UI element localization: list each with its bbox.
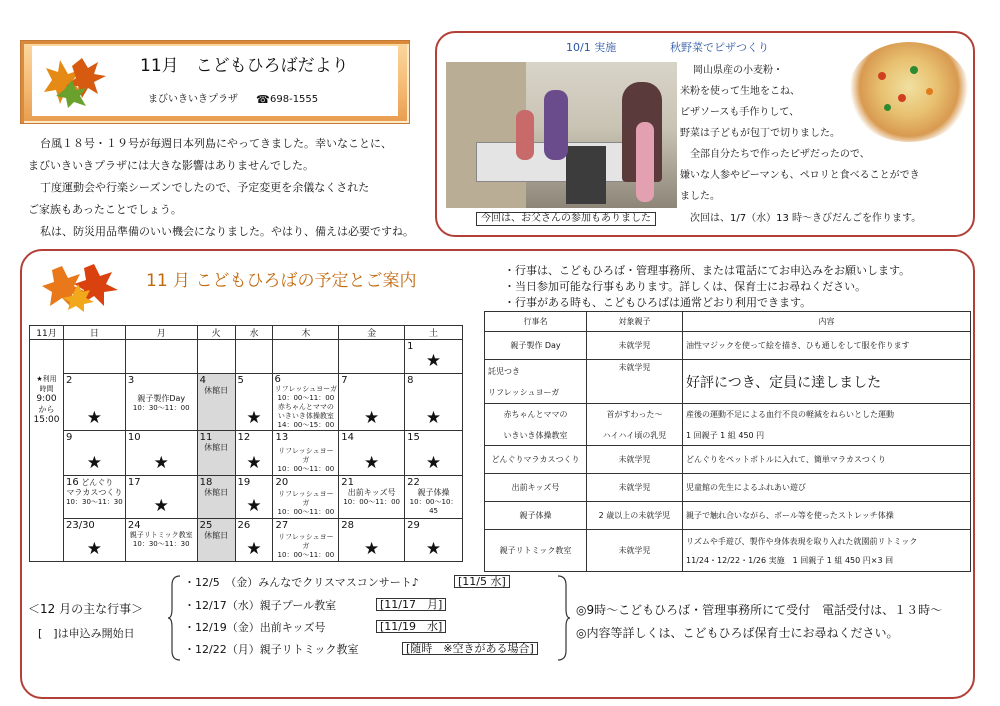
cal-day: 10 ★ <box>125 431 197 476</box>
december-item: ・12/17（水）親子プール教室 <box>184 599 337 612</box>
cal-day: 29 ★ <box>405 519 463 562</box>
pizza-line: 野菜は子どもが包丁で切りました。 <box>680 128 840 139</box>
cal-day: 16 どんぐり マラカスつくり 10：30～11：30 <box>63 476 125 519</box>
header-org: まびいきいきプラザ <box>148 94 238 105</box>
pizza-title: 秋野菜でピザつくり <box>670 41 769 54</box>
contact-line: ◎9時～こどもひろば・管理事務所にて受付 電話受付は、１３時～ <box>576 603 943 617</box>
event-time: 10：30～11：00 <box>132 404 190 412</box>
prog-header: 対象親子 <box>587 312 683 332</box>
event-name: マラカスつくり <box>66 488 123 497</box>
prog-desc: 1 回親子 1 組 450 円 <box>686 430 765 440</box>
pizza-line: ました。 <box>680 191 720 202</box>
cal-day-closed: 4 休館日 <box>197 374 235 431</box>
november-calendar <box>29 325 463 562</box>
cal-day: 7 ★ <box>339 374 405 431</box>
prog-desc: 児童館の先生によるふれあい遊び <box>683 474 971 502</box>
prog-header: 内容 <box>683 312 971 332</box>
cal-day: 20 リフレッシュヨーガ 10：00～11：00 <box>273 476 339 519</box>
photo-caption: 今回は、お父さんの参加もありました <box>476 212 656 226</box>
intro-line: まびいきいきプラザには大きな影響はありませんでした。 <box>28 159 314 172</box>
event-name: リフレッシュヨーガ <box>274 385 338 393</box>
hours-label: ★利用 <box>36 375 57 383</box>
table-row <box>485 404 971 446</box>
right-brace <box>556 575 570 661</box>
event-time: 10：30～11：30 <box>66 498 123 506</box>
prog-desc: 産後の運動不足による血行不良の軽減をねらいとした運動 <box>686 409 894 419</box>
cal-day: 26 ★ <box>235 519 273 562</box>
cal-day: 22 親子体操 10：00～10：45 <box>405 476 463 519</box>
cal-day: 1 ★ <box>405 340 463 374</box>
hours-line: 時間 <box>39 385 54 393</box>
cal-day: 5 ★ <box>235 374 273 431</box>
star-mark: ★ <box>86 539 103 559</box>
contact-line: ◎内容等詳しくは、こどもひろば保育士にお尋ねください。 <box>576 626 899 640</box>
cal-day: 13 リフレッシュヨーガ 10：00～11：00 <box>273 431 339 476</box>
star-mark: ★ <box>246 496 262 516</box>
star-mark: ★ <box>364 408 380 428</box>
december-item: ・12/22（月）親子リトミック教室 <box>184 643 359 656</box>
prog-name: リフレッシュヨーガ <box>488 387 560 397</box>
intro-line: ご家族もあったことでしょう。 <box>28 203 182 216</box>
star-mark: ★ <box>364 453 380 473</box>
closed-label: 休館日 <box>204 386 229 395</box>
star-mark: ★ <box>246 408 262 428</box>
cal-header: 金 <box>339 326 405 340</box>
event-name: 出前キッズ号 <box>347 488 396 497</box>
prog-target: ハイハイ頃の乳児 <box>602 430 667 440</box>
star-mark: ★ <box>364 539 380 559</box>
hours-line: から <box>38 405 55 414</box>
december-apply-date: [11/19 水] <box>376 620 446 633</box>
prog-desc: 11/24・12/22・1/26 実施 1 回親子 1 組 450 円×3 回 <box>686 555 894 565</box>
event-time: 14：00～15：00 <box>277 421 335 429</box>
hours-line: 15:00 <box>33 415 60 425</box>
kitchen-photo <box>446 62 677 208</box>
cal-empty <box>63 340 125 374</box>
header-title: 11月 こどもひろばだより <box>140 56 349 76</box>
prog-name: 親子製作 Day <box>485 332 587 360</box>
cal-header: 火 <box>197 326 235 340</box>
schedule-title: 11 月 こどもひろばの予定とご案内 <box>146 271 417 291</box>
event-name: リフレッシュヨーガ <box>278 447 334 464</box>
event-name: 親子体操 <box>417 488 450 497</box>
cal-header: 月 <box>125 326 197 340</box>
cal-day: 23/30 ★ <box>63 519 125 562</box>
cal-day: 15 ★ <box>405 431 463 476</box>
star-mark: ★ <box>425 351 442 371</box>
event-time: 10：00～10：45 <box>409 498 458 515</box>
event-time: 10：00～11：00 <box>277 394 335 402</box>
prog-target: 首がすわった～ <box>606 409 663 419</box>
december-apply-date: [11/17 月] <box>376 598 446 611</box>
star-mark: ★ <box>246 539 262 559</box>
cal-empty <box>125 340 197 374</box>
prog-desc: リズムや手遊び、製作や身体表現を取り入れた就園前リトミック <box>686 536 918 546</box>
table-row <box>485 530 971 572</box>
cal-day-closed: 25 休館日 <box>197 519 235 562</box>
event-time: 10：00～11：00 <box>343 498 400 506</box>
cal-day-closed: 18 休館日 <box>197 476 235 519</box>
prog-name: どんぐりマラカスつくり <box>485 446 587 474</box>
star-mark: ★ <box>425 539 442 559</box>
hours-cell <box>30 340 64 562</box>
maple-leaves-icon <box>42 262 126 312</box>
event-time: 10：00～11：00 <box>277 508 335 516</box>
event-time: 10：30～11：30 <box>132 540 190 548</box>
prog-desc: 好評につき、定員に達しました <box>683 360 971 404</box>
cal-header: 日 <box>63 326 125 340</box>
prog-target: 2 歳以上の未就学児 <box>587 502 683 530</box>
intro-line: 丁度運動会や行楽シーズンでしたので、予定変更を余儀なくされた <box>40 181 370 194</box>
pizza-line: ピザソースも手作りして、 <box>680 107 800 118</box>
cal-day: 27 リフレッシュヨーガ 10：00～11：00 <box>273 519 339 562</box>
cal-empty <box>197 340 235 374</box>
cal-day: 6 リフレッシュヨーガ 10：00～11：00 赤ちゃんとママの いきいき体操教室 14：00～15：00 <box>274 374 338 429</box>
december-item: ・12/5 （金）みんなでクリスマスコンサート♪ <box>184 576 419 589</box>
table-row <box>485 446 971 474</box>
event-name: リフレッシュヨーガ <box>278 490 334 507</box>
cal-day: 2 ★ <box>63 374 125 431</box>
event-time: 10：00～11：00 <box>277 465 335 473</box>
prog-name: 親子リトミック教室 <box>485 530 587 572</box>
event-time: 10：00～11：00 <box>277 551 335 559</box>
header-tel: 698-1555 <box>270 94 319 105</box>
cal-day: 19 ★ <box>235 476 273 519</box>
december-apply-date: [11/5 水] <box>454 575 510 588</box>
cal-day: 21 出前キッズ号 10：00～11：00 <box>339 476 405 519</box>
event-name: リフレッシュヨーガ <box>278 533 334 550</box>
cal-day: 8 ★ <box>405 374 463 431</box>
closed-label: 休館日 <box>204 488 229 497</box>
cal-day: 12 ★ <box>235 431 273 476</box>
cal-day: 24 親子リトミック教室 10：30～11：30 <box>125 519 197 562</box>
star-mark: ★ <box>153 453 169 473</box>
cal-day: 17 ★ <box>125 476 197 519</box>
event-name: 親子製作Day <box>137 394 186 403</box>
schedule-note: ・行事がある時も、こどもひろばは通常どおり利用できます。 <box>504 296 812 309</box>
december-label: ＜12 月の主な行事＞ <box>28 602 144 616</box>
prog-name: 託児つき <box>488 366 520 376</box>
table-row <box>485 502 971 530</box>
cal-day: 28 ★ <box>339 519 405 562</box>
prog-target: 未就学児 <box>587 446 683 474</box>
prog-target: 未就学児 <box>587 530 683 572</box>
table-row <box>485 332 971 360</box>
pizza-line: 米粉を使って生地をこね、 <box>680 86 800 97</box>
star-mark: ★ <box>86 453 103 473</box>
prog-name: 赤ちゃんとママの <box>503 409 568 419</box>
schedule-note: ・行事は、こどもひろば・管理事務所、または電話にてお申込みをお願いします。 <box>504 264 911 277</box>
pizza-line: 岡山県産の小麦粉・ <box>693 65 783 76</box>
prog-desc: どんぐりをペットボトルに入れて、簡単マラカスつくり <box>683 446 971 474</box>
cal-header: 土 <box>405 326 463 340</box>
pizza-line: 全部自分たちで作ったピザだったので、 <box>690 149 870 160</box>
pizza-next: 次回は、1/7（水）13 時～きびだんごを作ります。 <box>690 213 922 224</box>
cal-header: 水 <box>235 326 273 340</box>
star-mark: ★ <box>86 408 103 428</box>
prog-name: 出前キッズ号 <box>485 474 587 502</box>
prog-target: 未就学児 <box>587 474 683 502</box>
december-note: [ ]は申込み開始日 <box>38 627 135 640</box>
cal-day: 14 ★ <box>339 431 405 476</box>
closed-label: 休館日 <box>204 443 229 452</box>
star-mark: ★ <box>425 453 442 473</box>
prog-target: 未就学児 <box>587 360 683 404</box>
prog-desc: 親子で触れ合いながら、ボール等を使ったストレッチ体操 <box>683 502 971 530</box>
pizza-photo <box>848 42 970 142</box>
star-mark: ★ <box>425 408 442 428</box>
december-apply-date: [随時 ※空きがある場合] <box>402 642 538 655</box>
december-item: ・12/19（金）出前キッズ号 <box>184 621 326 634</box>
cal-day: 3 親子製作Day 10：30～11：00 <box>125 374 197 431</box>
event-name: いきいき体操教室 <box>277 412 334 420</box>
prog-header: 行事名 <box>485 312 587 332</box>
star-mark: ★ <box>246 453 262 473</box>
pizza-date: 10/1 実施 <box>566 41 617 54</box>
pizza-line: 嫌いな人参やピーマンも、ペロリと食べることができ <box>680 170 920 181</box>
autumn-leaves-icon <box>42 52 112 110</box>
table-row <box>485 360 971 404</box>
cal-empty <box>235 340 273 374</box>
table-row <box>485 474 971 502</box>
left-brace <box>168 575 182 661</box>
intro-line: 台風１８号・１９号が毎週日本列島にやってきました。幸いなことに、 <box>40 137 392 150</box>
prog-target: 未就学児 <box>587 332 683 360</box>
cal-day-closed: 11 休館日 <box>197 431 235 476</box>
closed-label: 休館日 <box>204 531 229 540</box>
cal-empty <box>273 340 339 374</box>
cal-empty <box>339 340 405 374</box>
cal-header: 11月 <box>30 326 64 340</box>
phone-icon: ☎ <box>256 93 270 106</box>
intro-line: 私は、防災用品準備のいい機会になりました。やはり、備えは必要ですね。 <box>40 225 414 238</box>
program-table <box>484 311 971 572</box>
prog-name: 親子体操 <box>485 502 587 530</box>
star-mark: ★ <box>153 496 169 516</box>
event-name: 赤ちゃんとママの <box>277 403 334 411</box>
event-name: どんぐり <box>81 478 114 487</box>
prog-desc: 油性マジックを使って絵を描き、ひも通しをして服を作ります <box>683 332 971 360</box>
schedule-note: ・当日参加可能な行事もあります。詳しくは、保育士にお尋ねください。 <box>504 280 867 293</box>
cal-header: 木 <box>273 326 339 340</box>
hours-line: 9:00 <box>36 394 57 404</box>
event-name: 親子リトミック教室 <box>129 531 193 539</box>
cal-day: 9 ★ <box>63 431 125 476</box>
prog-name: いきいき体操教室 <box>503 430 568 440</box>
